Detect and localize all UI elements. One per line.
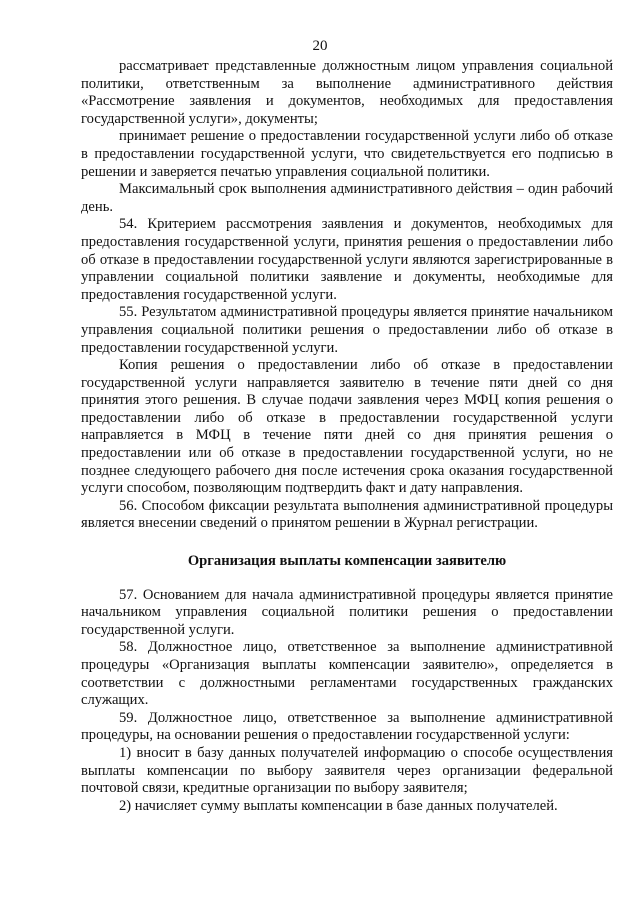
list-item: 1) вносит в базу данных получателей информацию о способе осуществления выплаты компенсации по выбору заявителя через организации федеральной почтовой связи, кредитные организации по выбору заявителя; [81, 744, 613, 797]
paragraph: 54. Критерием рассмотрения заявления и документов, необходимых для предоставления государственной услуги, принятия решения о предоставлении либо об отказе в предоставлении государственной услуги являются зарегистрированные в управлении социальной политики заявление и документы, необходимые для предоставления государственной услуги. [81, 216, 613, 303]
paragraph: Копия решения о предоставлении либо об отказе в предоставлении государственной услуги направляется заявителю в течение пяти дней со дня принятия этого решения. В случае подачи заявления через МФЦ копия решения о предоставлении либо об отказе в предоставлении государственной услуги направляется в МФЦ в течение пяти дней со дня принятия решения о предоставлении или об отказе в предоставлении государственной услуги, но не позднее следующего рабочего дня после истечения срока оказания государственной услуги способом, позволяющим подтвердить факт и дату направления. [81, 357, 613, 497]
paragraph: 58. Должностное лицо, ответственное за выполнение административной процедуры «Организация выплаты компенсации заявителю», определяется в соответствии с должностными регламентами государственных гражданских служащих. [81, 639, 613, 709]
paragraph: 55. Результатом административной процедуры является принятие начальником управления социальной политики решения о предоставлении либо об отказе в предоставлении государственной услуги. [81, 304, 613, 356]
paragraph: 57. Основанием для начала административной процедуры является принятие начальником управления социальной политики решения о предоставлении государственной услуги. [81, 586, 613, 638]
paragraph: Максимальный срок выполнения административного действия – один рабочий день. [81, 181, 613, 215]
section-heading: Организация выплаты компенсации заявителю [187, 553, 507, 570]
paragraph: 59. Должностное лицо, ответственное за выполнение административной процедуры, на основании решения о предоставлении государственной услуги: [81, 709, 613, 744]
paragraph: 56. Способом фиксации результата выполнения административной процедуры является внесении сведений о принятом решении в Журнал регистрации. [81, 497, 613, 532]
page-number: 20 [312, 38, 328, 54]
document-body [81, 58, 613, 815]
paragraph: рассматривает представленные должностным лицом управления социальной политики, ответственным за выполнение административного действия «Рассмотрение заявления и документов, необходимых для предоставления государственной услуги», документы; [81, 58, 613, 127]
paragraph: принимает решение о предоставлении государственной услуги либо об отказе в предоставлении государственной услуги, что свидетельствуется его подписью в решении и заверяется печатью управления социальной политики. [81, 128, 613, 180]
list-item: 2) начисляет сумму выплаты компенсации в базе данных получателей. [119, 797, 558, 814]
